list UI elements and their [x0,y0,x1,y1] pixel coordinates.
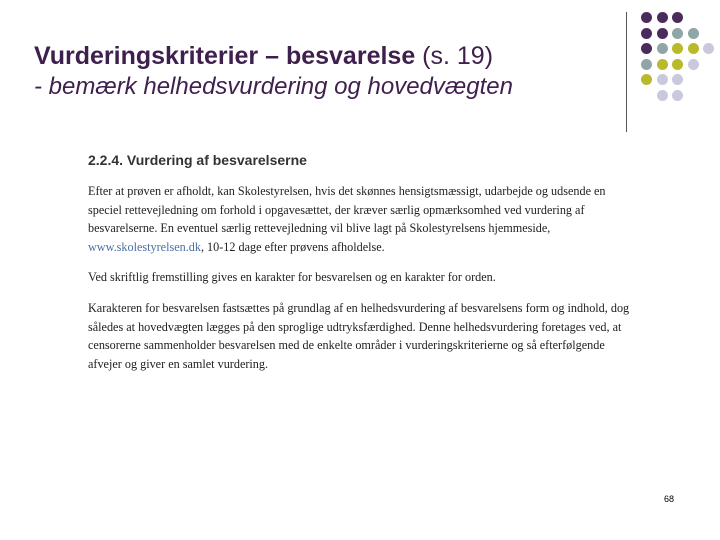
slide-title-block [34,40,624,102]
excerpt-paragraph-1 [88,182,638,256]
decorative-dot [688,43,699,54]
skolestyrelsen-link[interactable]: www.skolestyrelsen.dk [88,239,201,254]
page-number: 68 [664,494,675,504]
decorative-dot [641,59,652,70]
excerpt-paragraph-3: Karakteren for besvarelsen fastsættes på grundlag af en helhedsvurdering af besvarelsens form og indhold, dog således at hovedvægten lægges på den sproglige udtryksfærdighed. Denne helhedsvurdering foretages ved, at censorerne sammenholder besvarelsen med de enkelte områder i vurderingskriterierne og så efterfølgende afvejer og giver en samlet vurdering. [88,300,630,371]
decorative-dot [657,12,668,23]
decorative-dot [672,59,683,70]
slide-subtitle: - bemærk helhedsvurdering og hovedvægten [34,73,513,100]
document-excerpt [88,152,638,385]
decorative-dot [672,43,683,54]
decorative-dot [641,12,652,23]
decorative-dot [672,74,683,85]
decorative-dot [688,59,699,70]
decorative-dot [657,59,668,70]
decorative-dot [688,28,699,39]
decorative-dot [641,28,652,39]
decorative-dot [672,90,683,101]
decorative-dot [657,90,668,101]
decorative-dot [703,43,714,54]
slide-title-pages: (s. 19) [415,42,494,70]
excerpt-paragraph-1-end: , 10-12 dage efter prøvens afholdelse. [200,239,385,254]
decorative-dot [657,74,668,85]
excerpt-paragraph-2: Ved skriftlig fremstilling gives en karakter for besvarelsen og en karakter for orden. [88,270,496,285]
slide-title [34,40,624,72]
decorative-dot [657,28,668,39]
decorative-dot [657,43,668,54]
decorative-dot-grid [641,12,719,122]
decorative-dot [672,28,683,39]
excerpt-paragraph-1-text: Efter at prøven er afholdt, kan Skolestyrelsen, hvis det skønnes hensigtsmæssigt, udarbejde og udsende en speciel rettevejledning om forhold i opgavesættet, der kræver særlig opmærksomhed ved vurdering af besvarelserne. En eventuel særlig rettevejledning vil blive lagt på Skolestyrelsens hjemmeside, [88,184,606,236]
decorative-dot [672,12,683,23]
divider-line [626,12,627,132]
slide-title-bold: Vurderingskriterier – besvarelse [34,42,416,70]
decorative-dot [641,43,652,54]
excerpt-heading: 2.2.4. Vurdering af besvarelserne [88,152,307,168]
decorative-dot [641,74,652,85]
